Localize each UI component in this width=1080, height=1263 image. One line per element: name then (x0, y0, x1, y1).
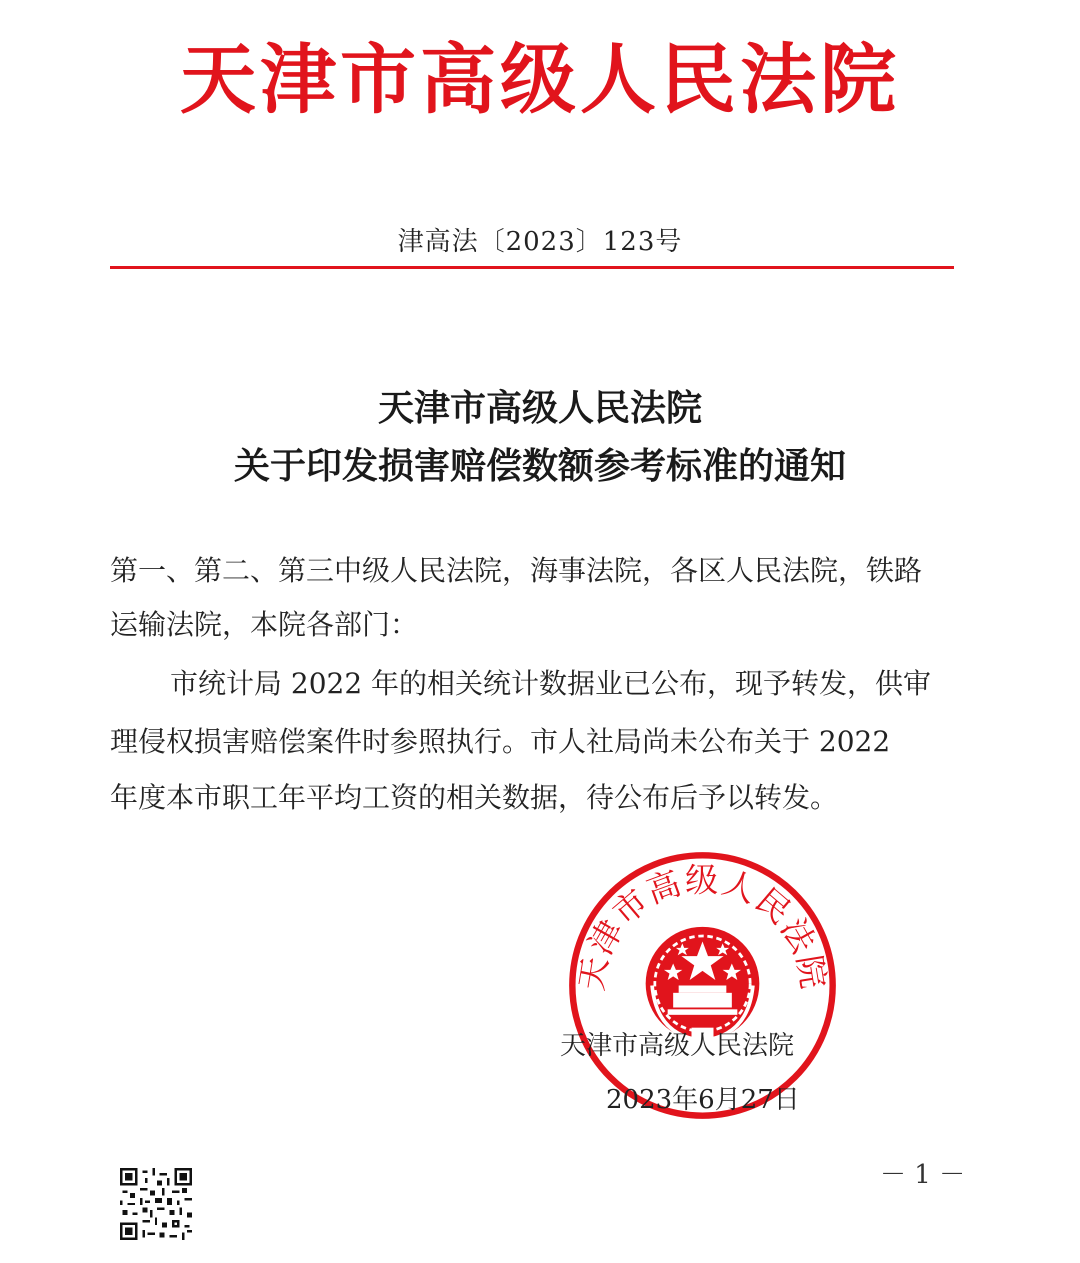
body-line: 理侵权损害赔偿案件时参照执行。市人社局尚未公布关于 2022 (110, 725, 891, 758)
body-line: 年度本市职工年平均工资的相关数据，待公布后予以转发。 (110, 781, 839, 814)
page-number: － 1 － (880, 1160, 966, 1190)
body-line: 运输法院，本院各部门： (110, 608, 419, 641)
document-title-line-2: 关于印发损害赔偿数额参考标准的通知 (233, 445, 846, 487)
red-divider (110, 266, 954, 269)
document-title-line-1: 天津市高级人民法院 (377, 387, 702, 429)
document-number: 津高法〔2023〕123号 (397, 227, 683, 257)
qr-code-icon (120, 1168, 192, 1240)
signature-organization: 天津市高级人民法院 (560, 1031, 795, 1061)
seal-text: 天津市高级人民法院 (571, 860, 834, 994)
issuer-masthead: 天津市高级人民法院 (180, 35, 900, 124)
body-line: 市统计局 2022 年的相关统计数据业已公布，现予转发，供审 (170, 667, 932, 700)
body-line: 第一、第二、第三中级人民法院，海事法院，各区人民法院，铁路 (110, 554, 923, 587)
national-emblem-icon (646, 927, 760, 1041)
signature-date: 2023年6月27日 (606, 1085, 800, 1115)
